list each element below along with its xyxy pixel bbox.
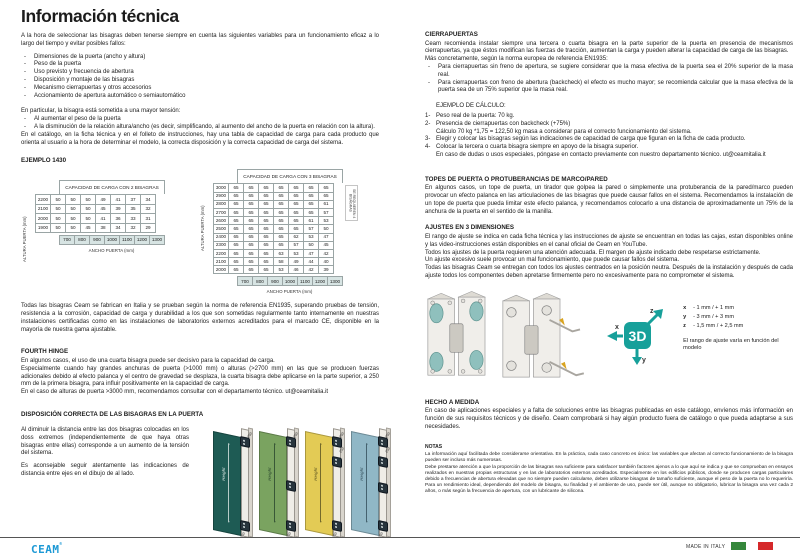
table-row bbox=[214, 249, 334, 257]
capacity-cell: 65 bbox=[229, 192, 244, 200]
capacity-cell: 61 bbox=[319, 200, 334, 208]
italy-flag-green bbox=[731, 542, 746, 550]
example-label: EJEMPLO 1430 bbox=[21, 157, 67, 165]
capacity-cell: 65 bbox=[244, 249, 259, 257]
door-height-label: 2600 bbox=[214, 217, 229, 225]
capacity-cell: 58 bbox=[274, 258, 289, 266]
capacity-cell: 65 bbox=[274, 241, 289, 249]
capacity-cell: 65 bbox=[304, 184, 319, 192]
capacity-cell: 65 bbox=[244, 241, 259, 249]
capacity-cell: 65 bbox=[229, 258, 244, 266]
intro-paragraph: A la hora de seleccionar las bisagras deben tenerse siempre en cuenta las siguientes variables para un funcionamiento eficaz a lo largo del tiempo y evitar posibles fallos: bbox=[21, 33, 379, 47]
notas-p1: La información aquí facilitada debe considerarse orientativa. En la práctica, cada caso concreto es único: las variables que afectan al correcto funcionamiento de la bisagra pueden ser incluso más numerosas. bbox=[425, 451, 793, 463]
axis-range-item: y - 3 mm / + 3 mm bbox=[683, 314, 734, 321]
capacity-cell: 45 bbox=[81, 223, 96, 233]
disposicion-title: DISPOSICIÓN CORRECTA DE LAS BISAGRAS EN LA PUERTA bbox=[21, 410, 204, 418]
calculo-item: 1- Peso real de la puerta: 70 kg. bbox=[425, 112, 515, 119]
table-row bbox=[214, 233, 334, 241]
table-row bbox=[214, 217, 334, 225]
capacity-cell: 57 bbox=[289, 241, 304, 249]
registered-mark: ® bbox=[59, 541, 63, 546]
ajustes-title: AJUSTES EN 3 DIMENSIONES bbox=[425, 224, 515, 232]
axis-range-item: z - 1,5 mm / + 2,5 mm bbox=[683, 323, 744, 330]
capacity-cell: 32 bbox=[126, 223, 141, 233]
hinge-icon bbox=[286, 520, 296, 532]
table-row bbox=[214, 192, 334, 200]
tested-note: Todas las bisagras Ceam se fabrican en Italia y se prueban según la norma de referencia EN1935, superando pruebas de tensión, resistencia a la corrosión, capacidad de carga y durabilidad a los que son sometidas regularmente tanto internamente en nuestras instalaciones certificadas como en las instalaciones de laboratorios externos acreditados para el marcado CE, disponible en la mayoría de nuestra gama ajustable. bbox=[21, 303, 379, 333]
door-height-label: 2200 bbox=[214, 249, 229, 257]
list-item: - Mecanismo cierrapuertas y otros accesorios bbox=[24, 84, 152, 91]
hinge-distance-label: 200 bbox=[377, 531, 385, 539]
list-item: - Accionamiento de apertura automático o semiautomático bbox=[24, 92, 186, 99]
catalog-note: En el catálogo, en la ficha técnica y en el folleto de instrucciones, hay una tabla de capacidad de carga para cada producto que orienta al usuario a la hora de determinar el modelo, la correcta disposición y la correcta capacidad de carga del sistema. bbox=[21, 131, 379, 146]
ajustes-p2: Todos los ajustes de la puerta requieren una atención adecuada. El margen de ajuste indicado debe respetarse estrictamente. bbox=[425, 249, 761, 256]
door-width-label: 700 bbox=[60, 236, 75, 245]
axis-x-label: ANCHO PUERTA (mm) bbox=[266, 289, 313, 295]
door-height-label: 2800 bbox=[214, 200, 229, 208]
capacity-cell: 57 bbox=[304, 225, 319, 233]
capacity-cell: 65 bbox=[229, 208, 244, 216]
table-row bbox=[214, 258, 334, 266]
list-item: - Disposición y montaje de las bisagras bbox=[24, 76, 135, 83]
capacity-cell: 65 bbox=[259, 208, 274, 216]
table-row bbox=[36, 214, 156, 224]
axis-y-label: ALTURA PUERTA (mm) bbox=[22, 216, 27, 263]
capacity-cell: 47 bbox=[304, 249, 319, 257]
capacity-tables bbox=[22, 169, 379, 295]
capacity-cell: 50 bbox=[81, 195, 96, 205]
calculo-item: 2- Presencia de cierrapuertas con backcheck (+75%) bbox=[425, 120, 571, 127]
capacity-cell: 50 bbox=[81, 214, 96, 224]
capacity-cell: 50 bbox=[81, 204, 96, 214]
notas-title: NOTAS bbox=[425, 443, 443, 450]
fourth-hinge-p1: En algunos casos, el uso de una cuarta bisagra puede ser decisivo para la capacidad de carga. bbox=[21, 357, 275, 364]
door-height-label: 2300 bbox=[214, 241, 229, 249]
door-panel bbox=[351, 431, 379, 536]
adjustment-ranges bbox=[683, 305, 793, 352]
capacity-cell: 39 bbox=[111, 204, 126, 214]
capacity-cell: 65 bbox=[229, 184, 244, 192]
capacity-cell: 65 bbox=[244, 208, 259, 216]
door-height-label: 2700 bbox=[214, 208, 229, 216]
hinge-icon bbox=[286, 480, 296, 492]
capacity-cell: 53 bbox=[274, 266, 289, 274]
capacity-cell: 65 bbox=[319, 184, 334, 192]
capacity-cell: 65 bbox=[259, 241, 274, 249]
capacity-cell: 39 bbox=[319, 266, 334, 274]
table-row bbox=[36, 223, 156, 233]
hinge-distance-label: 250 bbox=[338, 446, 346, 454]
list-item: - Peso de la puerta bbox=[24, 61, 82, 68]
capacity-cell: 65 bbox=[259, 200, 274, 208]
capacity-cell: 65 bbox=[229, 217, 244, 225]
height-dimension-line bbox=[228, 443, 229, 523]
cierrapuertas-list bbox=[425, 64, 793, 95]
door-width-label: 1200 bbox=[313, 277, 328, 286]
left-column bbox=[21, 33, 392, 547]
door-height-label: 2400 bbox=[214, 233, 229, 241]
door-panel bbox=[213, 431, 241, 536]
right-column bbox=[425, 31, 793, 496]
capacity-cell: 65 bbox=[274, 208, 289, 216]
door-height-label: 2100 bbox=[36, 204, 51, 214]
door-height-label: 3000 bbox=[214, 184, 229, 192]
capacity-cell: 65 bbox=[244, 192, 259, 200]
list-item: - Para cierrapuertas sin freno de apertura, se sugiere considerar que la masa efectiva de la puerta sea el 20% superior de la masa real. bbox=[428, 63, 793, 78]
icon-3d-label: 3D bbox=[628, 327, 647, 344]
hinge-icon bbox=[332, 455, 342, 467]
door-width-label: 1300 bbox=[150, 236, 165, 245]
capacity-cell: 65 bbox=[244, 258, 259, 266]
cierrapuertas-p2: Más concretamente, según la norma europea de referencia EN1935: bbox=[425, 56, 608, 63]
capacity-cell: 65 bbox=[259, 217, 274, 225]
calculo-item-sub: Cálculo 70 kg *1,75 = 122,50 kg masa a considerar para el correcto funcionamiento del sistema. bbox=[436, 128, 692, 135]
door-height-label: 1900 bbox=[36, 223, 51, 233]
door-width-label: 1000 bbox=[283, 277, 298, 286]
disposicion-p1: Al diminuir la distancia entre las dos bisagras colocadas en los doss extremos (independientemente de que haya otras bisagras entre ellas) corresponde a un aumento de la tensión del sistema. bbox=[21, 427, 189, 457]
door-width-label: 1200 bbox=[135, 236, 150, 245]
hinge-icon bbox=[378, 520, 388, 532]
capacity-cell: 37 bbox=[126, 195, 141, 205]
height-dimension-line bbox=[320, 443, 321, 523]
italy-flag-red bbox=[758, 542, 773, 550]
capacity-cell: 53 bbox=[289, 249, 304, 257]
capacity-cell: 65 bbox=[304, 200, 319, 208]
capacity-cell: 34 bbox=[141, 195, 156, 205]
list-item: - Para cierrapuertas con freno de abertura (backcheck) el efecto es mucho mayor; se recomienda calcular que la masa efectiva de la puerta sea de un 75% superior que la masa real. bbox=[428, 79, 793, 94]
capacity-cell: 45 bbox=[96, 204, 111, 214]
axis-y-label: ALTURA PUERTA (mm) bbox=[200, 205, 205, 252]
capacity-cell: 65 bbox=[274, 225, 289, 233]
axis-range-list bbox=[683, 305, 793, 331]
footer-divider bbox=[0, 537, 800, 538]
door-frame bbox=[333, 428, 341, 538]
capacity-cell: 50 bbox=[51, 195, 66, 205]
capacity-cell: 57 bbox=[319, 208, 334, 216]
capacity-table-3-hinges bbox=[200, 169, 357, 295]
capacity-cell: 65 bbox=[274, 233, 289, 241]
door-frame bbox=[241, 428, 249, 538]
capacity-cell: 65 bbox=[229, 225, 244, 233]
capacity-cell: 49 bbox=[96, 195, 111, 205]
hinge-distance-label: 200 bbox=[331, 531, 339, 539]
door-panel bbox=[305, 431, 333, 536]
door-width-label: 1000 bbox=[105, 236, 120, 245]
door-diagram bbox=[213, 427, 254, 545]
door-diagram bbox=[259, 427, 300, 545]
door-width-label: 900 bbox=[268, 277, 283, 286]
disposicion-p2: Es aconsejable seguir atentamente las indicaciones de distancia entre ejes en el dibujo de al lado. bbox=[21, 463, 189, 477]
capacity-cell: 50 bbox=[66, 223, 81, 233]
capacity-cell: 50 bbox=[319, 225, 334, 233]
height-label: Height bbox=[312, 466, 318, 482]
capacity-cell: 65 bbox=[274, 200, 289, 208]
list-item: - A la disminución de la relación altura/ancho (es decir, simplificando, al aumento del ancho de la puerta en relación con la altura). bbox=[24, 123, 375, 130]
topes-p1: En algunos casos, un tope de puerta, un tirador que golpea la pared o simplemente una protuberancia de la pared/marco pueden provocar un efecto palanca en las articulaciones de las bisagras que puede causar fallos en el sistema. Recomendamos la instalación de un tope de puerta que pueda limitar este efecto palanca, y recomendamos colocarlo a una distancia de aproximadamente un 75% de la anchura de la puerta en el sentido de la manilla. bbox=[425, 185, 793, 215]
capacity-cell: 38 bbox=[96, 223, 111, 233]
capacity-cell: 50 bbox=[66, 214, 81, 224]
capacity-cell: 65 bbox=[289, 200, 304, 208]
list-item: - Al aumentar el peso de la puerta bbox=[24, 116, 121, 123]
capacity-cell: 65 bbox=[244, 184, 259, 192]
ajustes-p1: El rango de ajuste se indica en cada ficha técnica y las instrucciones de ajuste se encuentran en todas las cajas, estan disponibles online y las video-instrucciones están disponibles en el canal oficial de Ceam en YouTube. bbox=[425, 234, 793, 248]
capacity-cell: 45 bbox=[319, 241, 334, 249]
table-row bbox=[36, 204, 156, 214]
height-label: Height bbox=[358, 466, 364, 482]
door-height-label: 2500 bbox=[214, 225, 229, 233]
capacity-table-title: CAPACIDAD DE CARGA CON 2 BISAGRAS bbox=[59, 180, 165, 194]
capacity-cell: 31 bbox=[141, 214, 156, 224]
capacity-cell: 65 bbox=[304, 208, 319, 216]
calculo-list bbox=[425, 113, 793, 160]
capacity-cell: 42 bbox=[319, 249, 334, 257]
capacity-cell: 47 bbox=[319, 233, 334, 241]
height-dimension-line bbox=[274, 443, 275, 523]
four-hinges-required-note: SE REQUIEREN 4 BISAGRAS bbox=[345, 185, 358, 221]
capacity-cell: 53 bbox=[304, 233, 319, 241]
capacity-cell: 65 bbox=[289, 208, 304, 216]
capacity-cell: 65 bbox=[289, 184, 304, 192]
particular-intro: En particular, la bisagra está sometida a una mayor tensión: bbox=[21, 108, 181, 115]
capacity-cell: 42 bbox=[304, 266, 319, 274]
hecho-title: HECHO A MEDIDA bbox=[425, 398, 480, 406]
axis-x-arrow-label: x bbox=[615, 323, 620, 331]
list-item: - Dimensiones de la puerta (ancho y altura) bbox=[24, 53, 146, 60]
hinge-icon bbox=[378, 455, 388, 467]
door-width-label: 800 bbox=[253, 277, 268, 286]
capacity-cell: 65 bbox=[259, 233, 274, 241]
door-width-label: 700 bbox=[238, 277, 253, 286]
capacity-cell: 65 bbox=[304, 192, 319, 200]
door-width-label: 900 bbox=[90, 236, 105, 245]
capacity-cell: 65 bbox=[319, 192, 334, 200]
table-row bbox=[214, 266, 334, 274]
capacity-cell: 32 bbox=[141, 204, 156, 214]
height-label: Height bbox=[220, 466, 226, 482]
table-row bbox=[214, 184, 334, 192]
disposicion-section bbox=[21, 427, 392, 547]
door-width-label: 1300 bbox=[328, 277, 343, 286]
capacity-cell: 33 bbox=[126, 214, 141, 224]
capacity-cell: 65 bbox=[259, 184, 274, 192]
capacity-cell: 65 bbox=[274, 217, 289, 225]
fourth-hinge-p3: En el caso de alturas de puerta >3000 mm, recomendamos consultar con el departamento técnico. ut@ceamitalia.it bbox=[21, 389, 329, 396]
capacity-cell: 50 bbox=[51, 204, 66, 214]
capacity-cell: 50 bbox=[304, 241, 319, 249]
adjust-3d-icon bbox=[607, 307, 671, 365]
hinge-distance-label: 200 bbox=[292, 431, 300, 439]
made-in-italy-label: MADE IN ITALY bbox=[686, 544, 726, 550]
capacity-cell: 65 bbox=[259, 225, 274, 233]
capacity-table-2-hinges bbox=[22, 180, 165, 295]
capacity-table-title: CAPACIDAD DE CARGA CON 3 BISAGRAS bbox=[237, 169, 343, 183]
capacity-cell: 65 bbox=[244, 225, 259, 233]
hinge-distance-label: 200 bbox=[285, 531, 293, 539]
capacity-cell: 41 bbox=[111, 195, 126, 205]
capacity-cell: 65 bbox=[244, 233, 259, 241]
hinge-distance-label: 250 bbox=[384, 446, 392, 454]
concealed-hinge-illustration bbox=[425, 289, 488, 389]
range-note: El rango de ajuste varía en función del modelo bbox=[683, 337, 779, 351]
capacity-cell: 61 bbox=[304, 217, 319, 225]
capacity-cell: 65 bbox=[289, 225, 304, 233]
table-row bbox=[36, 195, 156, 205]
axis-y-arrow-label: y bbox=[642, 356, 647, 364]
ajustes-p3: Un ajuste excesivo suele provocar un mal funcionamiento, que puede causar fallos del sistema. bbox=[425, 257, 680, 264]
tension-factors-list bbox=[21, 116, 379, 132]
selection-variables-list bbox=[21, 54, 379, 101]
capacity-cell: 65 bbox=[289, 217, 304, 225]
door-width-label: 800 bbox=[75, 236, 90, 245]
capacity-cell: 65 bbox=[259, 192, 274, 200]
height-label: Height bbox=[266, 466, 272, 482]
calculo-item-sub: En caso de dudas o usos especiales, póngase en contacto previamente con nuestro departamento técnico. ut@ceamitalia.it bbox=[436, 151, 766, 158]
capacity-cell: 65 bbox=[229, 266, 244, 274]
capacity-cell: 65 bbox=[259, 258, 274, 266]
adjustment-figures bbox=[425, 289, 793, 389]
capacity-cell: 65 bbox=[229, 233, 244, 241]
capacity-cell: 44 bbox=[304, 258, 319, 266]
capacity-cell: 65 bbox=[244, 200, 259, 208]
capacity-cell: 40 bbox=[319, 258, 334, 266]
page-title: Información técnica bbox=[21, 6, 179, 26]
capacity-cell: 29 bbox=[141, 223, 156, 233]
capacity-cell: 65 bbox=[259, 249, 274, 257]
door-height-label: 2100 bbox=[214, 258, 229, 266]
capacity-cell: 65 bbox=[274, 184, 289, 192]
capacity-cell: 50 bbox=[51, 223, 66, 233]
fourth-hinge-p2: Especialmente cuando hay grandes anchuras de puerta (>1000 mm) o alturas (>2700 mm) en las que se producen fuerzas adicionales debido al efecto palanca y el centro de gravedad se desplaza, la cuarta bisagra debe aplicarse en la parte superior, a 250 mm de la primera bisagra, para influir positivamente en la capacidad de carga. bbox=[21, 365, 379, 388]
door-width-label: 1100 bbox=[298, 277, 313, 286]
cierrapuertas-title: CIERRAPUERTAS bbox=[425, 31, 478, 38]
door-height-label: 2000 bbox=[36, 214, 51, 224]
disposicion-text bbox=[21, 427, 189, 547]
door-frame bbox=[379, 428, 387, 538]
hinge-icon bbox=[240, 520, 250, 532]
hecho-p1: En caso de aplicaciones especiales y a falta de soluciones entre las bisagras publicadas en este catálogo, envíenos más información en función de sus requisitos técnicos y de diseño. Ceam comprobará si hay algún producto fuera de catálogo o que pueda adaptarse a sus necesidades. bbox=[425, 408, 793, 430]
axis-x-label: ANCHO PUERTA (mm) bbox=[88, 248, 135, 254]
capacity-cell: 53 bbox=[319, 217, 334, 225]
capacity-cell: 65 bbox=[289, 192, 304, 200]
hinge-adjustment-allen-keys-illustration bbox=[500, 289, 595, 389]
door-frame bbox=[287, 428, 295, 538]
table-row bbox=[214, 225, 334, 233]
capacity-cell: 50 bbox=[66, 195, 81, 205]
door-height-label: 2900 bbox=[214, 192, 229, 200]
list-item: - Uso previsto y frecuencia de abertura bbox=[24, 69, 134, 76]
capacity-cell: 50 bbox=[66, 204, 81, 214]
door-width-label: 1100 bbox=[120, 236, 135, 245]
fourth-hinge-title: FOURTH HINGE bbox=[21, 348, 69, 356]
door-height-label: 2200 bbox=[36, 195, 51, 205]
door-panel bbox=[259, 431, 287, 536]
ceam-logo: CEAM® bbox=[31, 541, 63, 556]
capacity-cell: 65 bbox=[244, 217, 259, 225]
axis-z-arrow-label: z bbox=[650, 307, 654, 315]
capacity-cell: 62 bbox=[289, 233, 304, 241]
table-row bbox=[214, 241, 334, 249]
door-diagram bbox=[305, 427, 346, 545]
notas-p2: Debe prestarse atención a que la proporción de las bisagras sea suficiente para satisfacer también factores ajenos a lo que aquí se indica y que se comprueban en ensayos realizados en nuestras propias estructuras y en las de laboratorios externos acreditados. Especialmente en los edificios públicos, donde se producen cargas particulares debido a frecuencias de abertura elevadas que no siempre pueden calcularse, deben utilizarse bisagras de tamaño suficiente, aunque el peso de la puerta no lo requeriría. Para un rendimiento ideal, dependiendo del modelo de bisagra, su finalidad y el ambiente de uso, puede ser útil, aunque no obligatorio, lubricar la bisagra una vez cada 2 años, o más según la frecuencia de apertura, con un lubricante de silicona. bbox=[425, 464, 793, 495]
capacity-cell: 65 bbox=[244, 266, 259, 274]
capacity-cell: 35 bbox=[126, 204, 141, 214]
hinge-distance-label: 200 bbox=[246, 431, 254, 439]
capacity-cell: 63 bbox=[274, 249, 289, 257]
door-height-label: 2000 bbox=[214, 266, 229, 274]
table-row bbox=[214, 208, 334, 216]
capacity-cell: 65 bbox=[229, 249, 244, 257]
capacity-cell: 65 bbox=[229, 241, 244, 249]
capacity-cell: 41 bbox=[96, 214, 111, 224]
hinge-distance-label: 200 bbox=[239, 531, 247, 539]
hinge-icon bbox=[378, 482, 388, 494]
capacity-cell: 46 bbox=[289, 266, 304, 274]
calculo-item: 3- Elegir y colocar las bisagras según las indicaciones de capacidad de carga que figuran en la ficha de cada producto. bbox=[425, 136, 746, 143]
axis-range-item: x - 1 mm / + 1 mm bbox=[683, 304, 734, 311]
table-row bbox=[214, 200, 334, 208]
cierrapuertas-p1: Ceam recomienda instalar siempre una tercera o cuarta bisagra en la parte superior de la puerta en presencia de mecanismos cierrapuertas, ya que éstos modifican las fuerzas de tracción, aumentan la carga y pueden alterar la capacidad de carga de las bisagras. bbox=[425, 40, 793, 55]
hinge-distance-label: 200 bbox=[384, 431, 392, 439]
capacity-cell: 49 bbox=[289, 258, 304, 266]
notas-section bbox=[425, 444, 793, 495]
ajustes-p4: Todas las bisagras Ceam se entregan con todos los ajustes centrados en la posición neutra. Después de la instalación y después de cada ajuste todos los componentes deben apretarse firmemente pero no excesivamente para no comprometer el sistema. bbox=[425, 265, 793, 280]
capacity-cell: 65 bbox=[229, 200, 244, 208]
capacity-cell: 34 bbox=[111, 223, 126, 233]
door-hinge-layout-diagrams bbox=[201, 427, 392, 547]
calculo-item: 4- Colocar la tercera o cuarta bisagra siempre en apoyo de la bisagra superior. bbox=[425, 144, 639, 151]
capacity-cell: 65 bbox=[259, 266, 274, 274]
door-diagram bbox=[351, 427, 392, 545]
calculo-title: EJEMPLO DE CÁLCULO: bbox=[436, 103, 506, 110]
hinge-distance-label: 200 bbox=[338, 431, 346, 439]
capacity-cell: 50 bbox=[51, 214, 66, 224]
capacity-cell: 65 bbox=[274, 192, 289, 200]
capacity-cell: 36 bbox=[111, 214, 126, 224]
adjust-3d-icon-group bbox=[607, 307, 671, 369]
height-dimension-line bbox=[366, 443, 367, 523]
topes-title: TOPES DE PUERTA O PROTUBERANCIAS DE MARCO/PARED bbox=[425, 175, 608, 183]
hinge-icon bbox=[332, 520, 342, 532]
